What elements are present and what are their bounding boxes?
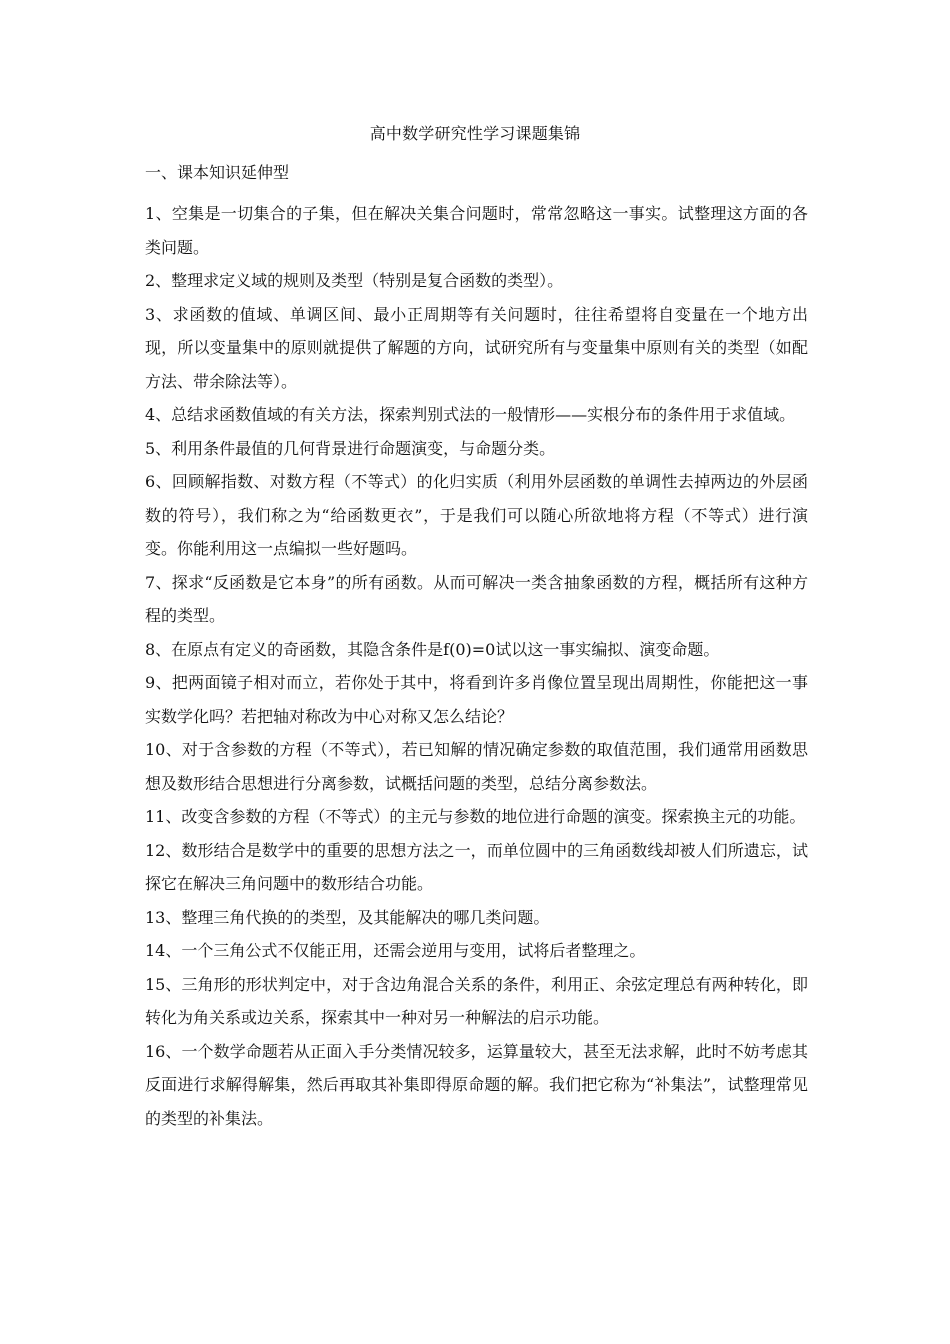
topic-item-11: 11、改变含参数的方程（不等式）的主元与参数的地位进行命题的演变。探索换主元的功能。 — [145, 807, 806, 826]
topic-item-16: 16、一个数学命题若从正面入手分类情况较多，运算量较大，甚至无法求解，此时不妨考虑其反面进行求解得解集，然后再取其补集即得原命题的解。我们把它称为“补集法”，试整理常见的类型的补集法。 — [145, 1041, 808, 1128]
topic-item-14: 14、一个三角公式不仅能正用，还需会逆用与变用，试将后者整理之。 — [145, 941, 646, 960]
topic-item-3: 3、求函数的值域、单调区间、最小正周期等有关问题时，往往希望将自变量在一个地方出现，所以变量集中的原则就提供了解题的方向，试研究所有与变量集中原则有关的类型（如配方法、带余除法等）。 — [145, 304, 808, 391]
topic-item-4: 4、总结求函数值域的有关方法，探索判别式法的一般情形——实根分布的条件用于求值域。 — [145, 405, 796, 424]
section-heading: 一、课本知识延伸型 — [145, 163, 290, 182]
topic-item-15: 15、三角形的形状判定中，对于含边角混合关系的条件，利用正、余弦定理总有两种转化，即转化为角关系或边关系，探索其中一种对另一种解法的启示功能。 — [145, 974, 808, 1027]
topic-item-5: 5、利用条件最值的几何背景进行命题演变，与命题分类。 — [145, 438, 556, 458]
document-body — [145, 161, 808, 1135]
topic-item-6: 6、回顾解指数、对数方程（不等式）的化归实质（利用外层函数的单调性去掉两边的外层函数的符号），我们称之为“给函数更衣”，于是我们可以随心所欲地将方程（不等式）进行演变。你能利用这一点编拟一些好题吗。 — [145, 472, 808, 558]
topic-item-8: 8、在原点有定义的奇函数，其隐含条件是f(0)=0试以这一事实编拟、演变命题。 — [145, 639, 720, 659]
topic-item-13: 13、整理三角代换的的类型，及其能解决的哪几类问题。 — [145, 907, 550, 927]
topic-item-10: 10、对于含参数的方程（不等式），若已知解的情况确定参数的取值范围，我们通常用函数思想及数形结合思想进行分离参数，试概括问题的类型，总结分离参数法。 — [145, 740, 808, 793]
topic-item-2: 2、整理求定义域的规则及类型（特别是复合函数的类型）。 — [145, 271, 564, 290]
topic-item-9: 9、把两面镜子相对而立，若你处于其中，将看到许多肖像位置呈现出周期性，你能把这一事实数学化吗？若把轴对称改为中心对称又怎么结论？ — [145, 673, 808, 726]
topic-item-1: 1、空集是一切集合的子集，但在解决关集合问题时，常常忽略这一事实。试整理这方面的各类问题。 — [145, 204, 808, 257]
document-title: 高中数学研究性学习课题集锦 — [369, 124, 581, 143]
topic-item-12: 12、数形结合是数学中的重要的思想方法之一，而单位圆中的三角函数线却被人们所遗忘，试探它在解决三角问题中的数形结合功能。 — [145, 840, 808, 893]
topic-item-7: 7、探求“反函数是它本身”的所有函数。从而可解决一类含抽象函数的方程，概括所有这种方程的类型。 — [145, 572, 808, 625]
